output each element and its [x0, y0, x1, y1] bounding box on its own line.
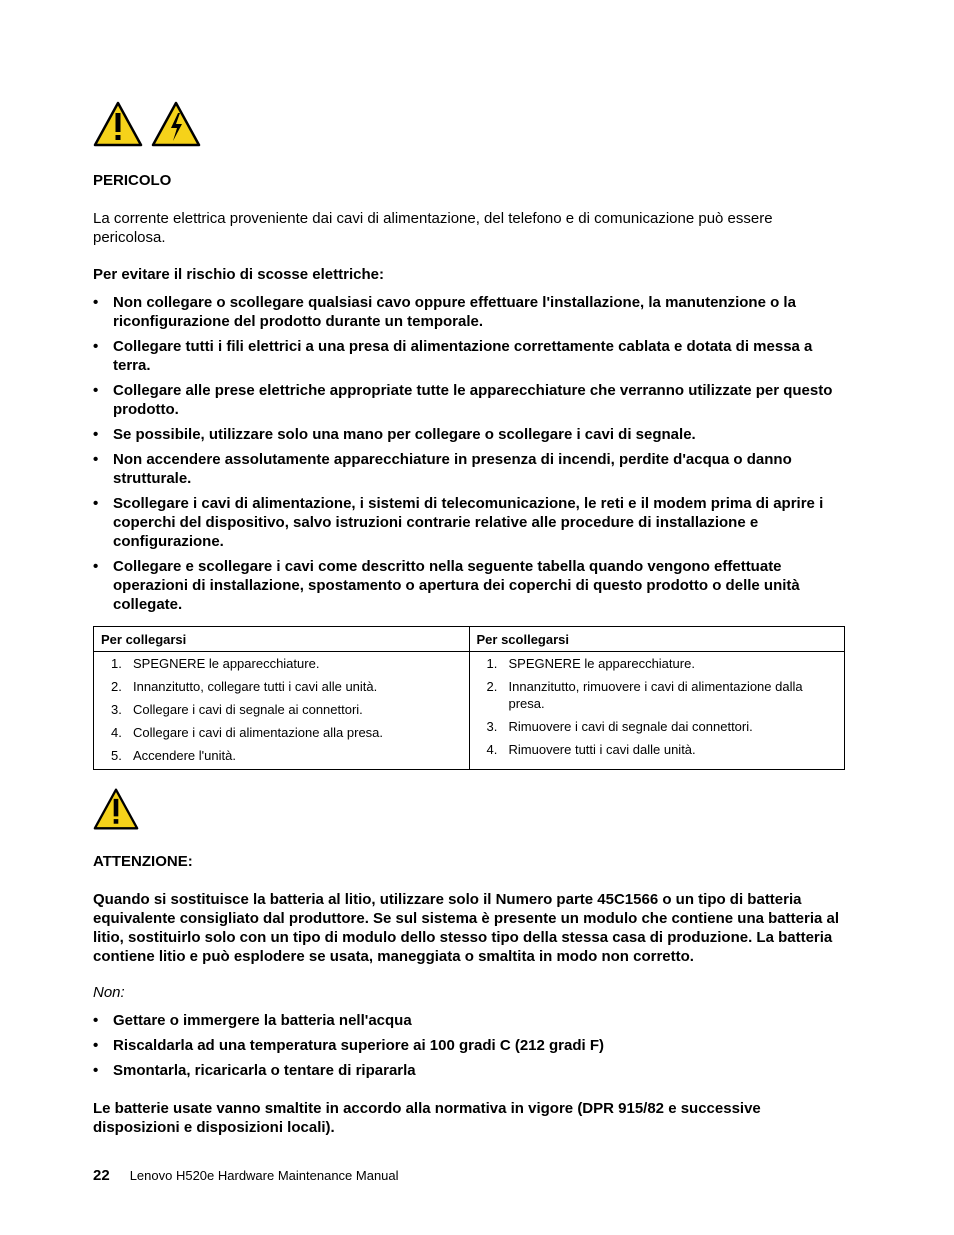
danger-icons	[93, 101, 205, 152]
list-item: 1. SPEGNERE le apparecchiature.	[486, 656, 695, 671]
cable-procedure-table	[93, 626, 845, 770]
table-row	[94, 652, 845, 770]
electrical-hazard-icon	[151, 101, 201, 147]
list-item: 5. Accendere l'unità.	[111, 748, 236, 763]
disconnect-steps-list	[477, 655, 838, 758]
caution-non-label: Non:	[93, 984, 125, 1001]
warning-triangle-icon	[93, 787, 139, 831]
list-item: 3. Rimuovere i cavi di segnale dai connettori.	[486, 719, 753, 734]
caution-icons	[93, 787, 139, 836]
list-item: 4. Collegare i cavi di alimentazione alla presa.	[111, 725, 384, 740]
list-item: 2. Innanzitutto, collegare tutti i cavi alle unità.	[111, 679, 378, 694]
danger-lead: Per evitare il rischio di scosse elettriche:	[93, 266, 384, 283]
list-item: • Collegare tutti i fili elettrici a una presa di alimentazione correttamente cablata e dotata di messa a terra.	[93, 337, 845, 375]
list-item: 4. Rimuovere tutti i cavi dalle unità.	[486, 742, 696, 757]
list-item: • Gettare o immergere la batteria nell'acqua	[93, 1011, 845, 1030]
page-footer	[93, 1167, 399, 1184]
danger-intro: La corrente elettrica proveniente dai cavi di alimentazione, del telefono e di comunicazione può essere pericolosa.	[93, 210, 773, 246]
list-item: 2. Innanzitutto, rimuovere i cavi di alimentazione dalla presa.	[486, 679, 803, 711]
connect-steps-list	[101, 655, 462, 764]
danger-heading: PERICOLO	[93, 172, 172, 189]
list-item: • Collegare e scollegare i cavi come descritto nella seguente tabella quando vengono effettuate operazioni di installazione, spostamento o apertura dei coperchi di questo prodotto o delle unità collegate.	[93, 557, 845, 614]
warning-triangle-icon	[93, 101, 143, 147]
list-item: • Non accendere assolutamente apparecchiature in presenza di incendi, perdite d'acqua o danno strutturale.	[93, 450, 845, 488]
list-item: 1. SPEGNERE le apparecchiature.	[111, 656, 320, 671]
table-header-connect: Per collegarsi	[94, 627, 470, 652]
page-number: 22	[93, 1167, 110, 1184]
connect-steps-cell	[94, 652, 470, 770]
manual-title: Lenovo H520e Hardware Maintenance Manual	[129, 1168, 399, 1183]
caution-heading: ATTENZIONE:	[93, 853, 193, 870]
caution-body: Quando si sostituisce la batteria al litio, utilizzare solo il Numero parte 45C1566 o un tipo di batteria equivalente consigliato dal produttore. Se sul sistema è presente un modulo che contiene una batteria al litio, sostituirlo solo con un tipo di modulo dello stesso tipo della stessa casa di produzione. La batteria contiene litio e può esplodere se usata, maneggiata o smaltita in modo non corretto.	[93, 891, 840, 965]
list-item: 3. Collegare i cavi di segnale ai connettori.	[111, 702, 363, 717]
list-item: • Riscaldarla ad una temperatura superiore ai 100 gradi C (212 gradi F)	[93, 1036, 845, 1055]
list-item: • Scollegare i cavi di alimentazione, i sistemi di telecomunicazione, le reti e il modem prima di aprire i coperchi del dispositivo, salvo istruzioni contrarie relative alle procedure di installazione e configurazione.	[93, 494, 845, 551]
list-item: • Se possibile, utilizzare solo una mano per collegare o scollegare i cavi di segnale.	[93, 425, 845, 444]
disconnect-steps-cell	[469, 652, 845, 770]
list-item: • Smontarla, ricaricarla o tentare di ripararla	[93, 1061, 845, 1080]
table-header-disconnect: Per scollegarsi	[469, 627, 845, 652]
list-item: • Non collegare o scollegare qualsiasi cavo oppure effettuare l'installazione, la manutenzione o la riconfigurazione del prodotto durante un temporale.	[93, 293, 845, 331]
caution-bullet-list	[93, 1011, 845, 1086]
list-item: • Collegare alle prese elettriche appropriate tutte le apparecchiature che verranno utilizzate per questo prodotto.	[93, 381, 845, 419]
danger-bullet-list	[93, 293, 845, 620]
battery-disposal-note: Le batterie usate vanno smaltite in accordo alla normativa in vigore (DPR 915/82 e successive disposizioni e disposizioni locali).	[93, 1100, 761, 1136]
